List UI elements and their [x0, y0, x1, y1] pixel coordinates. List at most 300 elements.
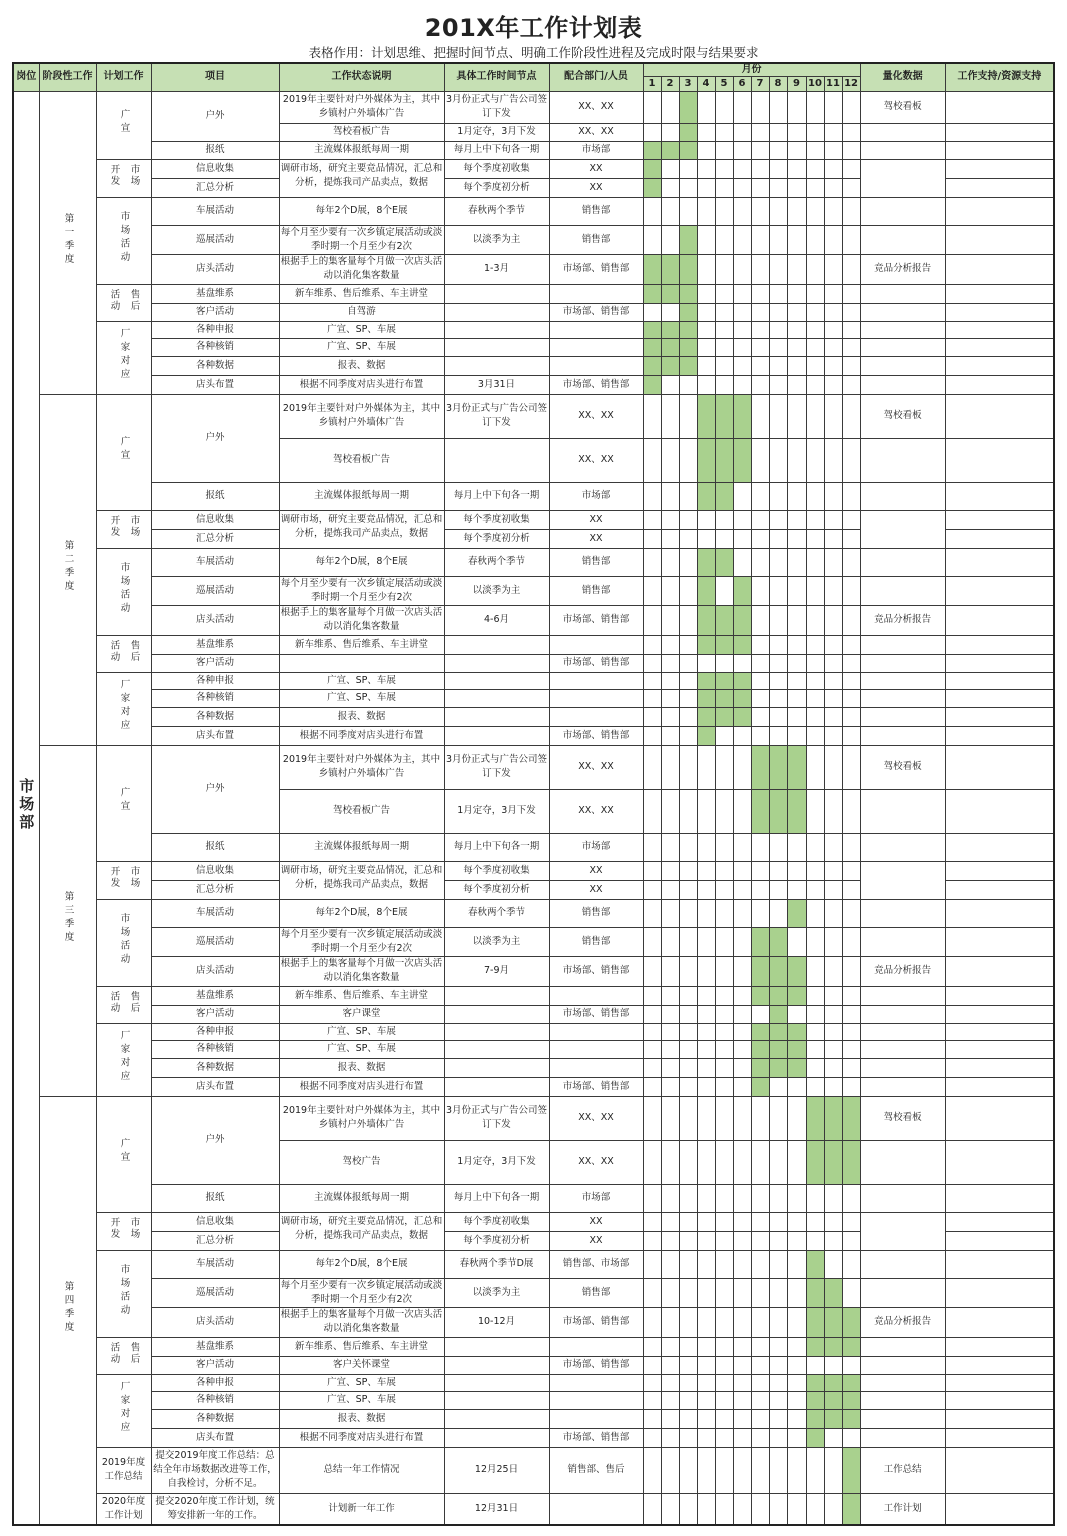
- month-cell: [643, 1231, 661, 1250]
- metric-cell: [860, 225, 945, 254]
- month-cell: [697, 833, 715, 861]
- month-cell: [643, 1058, 661, 1077]
- desc-cell: 报表、数据: [279, 356, 444, 375]
- month-cell: [769, 510, 787, 529]
- work-plan-table: [12, 62, 1055, 1526]
- month-cell: [806, 986, 824, 1005]
- month-cell: [787, 1307, 806, 1337]
- item-cell: 店头布置: [151, 375, 279, 394]
- month-cell: [751, 197, 769, 225]
- month-cell: [769, 225, 787, 254]
- plan-group-label: 广宣: [118, 109, 130, 136]
- dept-cell: [549, 689, 643, 707]
- annual-plan-cell: 2020年度工作计划: [96, 1493, 151, 1525]
- month-cell: [842, 1428, 860, 1447]
- month-cell: [842, 438, 860, 482]
- month-cell: [769, 1231, 787, 1250]
- month-cell: [643, 1250, 661, 1278]
- support-cell: [945, 1212, 1054, 1231]
- month-cell: [787, 123, 806, 141]
- month-cell: [751, 707, 769, 726]
- month-cell: [697, 91, 715, 123]
- month-cell-active: [824, 1337, 842, 1356]
- month-cell: [751, 635, 769, 654]
- month-cell: [715, 927, 733, 956]
- table-row: [13, 745, 1054, 789]
- month-cell: [697, 1077, 715, 1096]
- month-cell: [824, 745, 842, 789]
- metric-cell: [860, 141, 945, 159]
- month-cell: [697, 1231, 715, 1250]
- month-cell: [769, 197, 787, 225]
- month-cell: [751, 338, 769, 356]
- table-row: [13, 1005, 1054, 1023]
- month-cell: [751, 1374, 769, 1391]
- table-row: [13, 321, 1054, 338]
- month-cell: [751, 861, 769, 880]
- month-cell: [769, 91, 787, 123]
- month-cell: [679, 880, 697, 899]
- month-cell: [643, 1428, 661, 1447]
- month-cell: [661, 880, 679, 899]
- metric-cell: 驾校看板: [860, 745, 945, 789]
- month-cell: [842, 1184, 860, 1212]
- time-cell: [444, 1005, 549, 1023]
- dept-cell: [549, 672, 643, 689]
- month-cell: [769, 159, 787, 178]
- desc-cell: 报表、数据: [279, 1409, 444, 1428]
- month-cell: [769, 548, 787, 576]
- month-cell: [751, 689, 769, 707]
- month-cell: [806, 880, 824, 899]
- month-cell: [715, 1212, 733, 1231]
- month-cell: [806, 689, 824, 707]
- page-title: 201X年工作计划表: [424, 14, 643, 42]
- table-row: [13, 303, 1054, 321]
- metric-cell: [860, 1184, 945, 1212]
- plan-group-label: 厂家对应: [118, 679, 130, 733]
- month-cell: [806, 654, 824, 672]
- month-cell: [661, 438, 679, 482]
- month-cell: [733, 1409, 751, 1428]
- month-cell: [661, 1278, 679, 1307]
- month-cell-active: [697, 726, 715, 745]
- month-cell: [824, 338, 842, 356]
- month-cell: [661, 375, 679, 394]
- month-cell: [715, 1058, 733, 1077]
- table-row: [13, 1278, 1054, 1307]
- month-cell: [679, 375, 697, 394]
- month-cell: [824, 123, 842, 141]
- header-plan: 计划工作: [96, 63, 151, 91]
- item-cell: 户外: [151, 745, 279, 833]
- month-cell: [751, 1184, 769, 1212]
- month-cell: [751, 529, 769, 548]
- support-cell: [945, 303, 1054, 321]
- time-cell: 4-6月: [444, 605, 549, 635]
- month-cell: [769, 375, 787, 394]
- month-cell: [679, 899, 697, 927]
- annual-plan-cell: 2019年度工作总结: [96, 1447, 151, 1493]
- month-cell: [697, 338, 715, 356]
- item-cell: 各种申报: [151, 321, 279, 338]
- month-cell: [787, 254, 806, 284]
- month-cell: [751, 394, 769, 438]
- plan-group-cell: [96, 1212, 151, 1250]
- month-cell: [824, 899, 842, 927]
- month-cell: [787, 375, 806, 394]
- desc-cell: 主流媒体报纸每周一期: [279, 141, 444, 159]
- support-cell: [945, 178, 1054, 197]
- time-cell: [444, 338, 549, 356]
- month-cell: [661, 91, 679, 123]
- month-cell: [643, 789, 661, 833]
- month-cell: [842, 338, 860, 356]
- dept-cell: [549, 707, 643, 726]
- support-cell: [945, 1058, 1054, 1077]
- month-header-6: 6: [733, 76, 751, 91]
- month-cell: [715, 338, 733, 356]
- plan-group-cell: [96, 745, 151, 861]
- month-cell: [751, 1250, 769, 1278]
- metric-cell: [860, 833, 945, 861]
- month-cell: [733, 861, 751, 880]
- table-row: [13, 510, 1054, 529]
- item-cell: 车展活动: [151, 548, 279, 576]
- table-row: [13, 672, 1054, 689]
- month-cell: [661, 394, 679, 438]
- month-cell: [715, 576, 733, 605]
- metric-cell: [860, 1005, 945, 1023]
- dept-cell: XX、XX: [549, 1096, 643, 1140]
- item-cell: 户外: [151, 394, 279, 482]
- time-cell: [444, 284, 549, 303]
- month-cell-active: [661, 254, 679, 284]
- month-cell: [787, 482, 806, 510]
- month-cell: [787, 438, 806, 482]
- plan-group-label: 售后活动: [108, 288, 140, 312]
- support-cell: [945, 91, 1054, 123]
- month-cell: [769, 1140, 787, 1184]
- month-cell: [824, 1493, 842, 1525]
- month-header-11: 11: [824, 76, 842, 91]
- month-cell: [661, 178, 679, 197]
- month-cell: [769, 303, 787, 321]
- month-cell-active: [643, 284, 661, 303]
- month-cell: [751, 1447, 769, 1493]
- month-cell: [842, 833, 860, 861]
- month-cell: [715, 356, 733, 375]
- table-row: [13, 394, 1054, 438]
- dept-cell: 市场部、销售部: [549, 1428, 643, 1447]
- month-cell: [661, 1250, 679, 1278]
- month-cell: [842, 605, 860, 635]
- plan-group-label: 开发市场: [108, 515, 140, 538]
- month-cell-active: [715, 689, 733, 707]
- plan-group-cell: [96, 1250, 151, 1337]
- month-cell: [661, 197, 679, 225]
- month-cell: [661, 689, 679, 707]
- month-cell: [751, 1096, 769, 1140]
- month-cell-active: [787, 899, 806, 927]
- month-header-2: 2: [661, 76, 679, 91]
- month-cell: [643, 123, 661, 141]
- month-cell: [787, 654, 806, 672]
- desc-cell: 广宣、SP、车展: [279, 1023, 444, 1040]
- support-cell: [945, 1278, 1054, 1307]
- month-cell: [679, 1493, 697, 1525]
- item-cell: 户外: [151, 91, 279, 141]
- month-cell: [679, 789, 697, 833]
- month-cell: [806, 1493, 824, 1525]
- month-cell: [643, 672, 661, 689]
- item-cell: 基盘维系: [151, 1337, 279, 1356]
- month-cell: [824, 986, 842, 1005]
- month-cell-active: [679, 303, 697, 321]
- plan-group-cell: [96, 861, 151, 899]
- month-cell: [842, 91, 860, 123]
- month-cell: [715, 789, 733, 833]
- month-cell: [661, 833, 679, 861]
- time-cell: [444, 707, 549, 726]
- item-cell: 客户活动: [151, 1356, 279, 1374]
- month-cell: [679, 1040, 697, 1058]
- month-cell-active: [679, 254, 697, 284]
- item-cell: 基盘维系: [151, 635, 279, 654]
- metric-cell: [860, 1250, 945, 1278]
- month-cell: [679, 689, 697, 707]
- item-cell: 各种核销: [151, 1040, 279, 1058]
- month-cell: [824, 861, 842, 880]
- month-cell: [679, 1278, 697, 1307]
- month-cell: [751, 1409, 769, 1428]
- plan-group-cell: [96, 159, 151, 197]
- month-cell: [769, 1184, 787, 1212]
- desc-cell: 根据不同季度对店头进行布置: [279, 726, 444, 745]
- month-cell: [806, 956, 824, 986]
- month-cell: [733, 1493, 751, 1525]
- month-cell: [806, 899, 824, 927]
- month-cell-active: [697, 576, 715, 605]
- support-cell: [945, 986, 1054, 1005]
- month-cell: [733, 833, 751, 861]
- month-cell: [806, 141, 824, 159]
- month-cell: [824, 482, 842, 510]
- month-cell-active: [643, 178, 661, 197]
- month-cell: [697, 861, 715, 880]
- plan-group-cell: [96, 899, 151, 986]
- month-cell: [643, 1140, 661, 1184]
- month-cell: [806, 1231, 824, 1250]
- time-cell: 以淡季为主: [444, 927, 549, 956]
- time-cell: [444, 1040, 549, 1058]
- desc-cell: 广宣、SP、车展: [279, 672, 444, 689]
- month-cell: [733, 225, 751, 254]
- month-cell: [733, 1356, 751, 1374]
- desc-cell: 报表、数据: [279, 1058, 444, 1077]
- plan-group-cell: [96, 635, 151, 672]
- support-cell: [945, 1337, 1054, 1356]
- month-cell: [769, 438, 787, 482]
- dept-cell: XX、XX: [549, 438, 643, 482]
- month-cell: [751, 438, 769, 482]
- plan-group-label: 市场活动: [118, 211, 130, 265]
- dept-cell: 销售部、市场部: [549, 1250, 643, 1278]
- month-cell: [733, 303, 751, 321]
- table-row: [13, 1184, 1054, 1212]
- dept-cell: 市场部、销售部: [549, 375, 643, 394]
- month-cell: [824, 510, 842, 529]
- month-cell: [643, 303, 661, 321]
- month-cell: [661, 1428, 679, 1447]
- month-cell: [806, 726, 824, 745]
- metric-cell: [860, 159, 945, 197]
- month-cell-active: [769, 927, 787, 956]
- time-cell: [444, 1337, 549, 1356]
- month-cell: [824, 159, 842, 178]
- month-cell-active: [842, 1307, 860, 1337]
- month-cell: [661, 1058, 679, 1077]
- month-cell: [751, 1005, 769, 1023]
- month-cell-active: [806, 1096, 824, 1140]
- plan-group-cell: [96, 672, 151, 745]
- month-cell: [697, 1337, 715, 1356]
- month-cell: [769, 689, 787, 707]
- month-cell: [806, 159, 824, 178]
- item-cell: 报纸: [151, 833, 279, 861]
- month-cell: [661, 1391, 679, 1409]
- dept-cell: 市场部、销售部: [549, 1005, 643, 1023]
- desc-cell: 主流媒体报纸每周一期: [279, 482, 444, 510]
- support-cell: [945, 707, 1054, 726]
- month-cell: [824, 789, 842, 833]
- support-cell: [945, 654, 1054, 672]
- month-cell-active: [769, 1040, 787, 1058]
- support-cell: [945, 789, 1054, 833]
- month-cell: [824, 1005, 842, 1023]
- desc-cell: 每年2个D展，8个E展: [279, 1250, 444, 1278]
- table-row: [13, 1212, 1054, 1231]
- month-cell: [787, 726, 806, 745]
- month-cell: [806, 375, 824, 394]
- desc-cell: 每个月至少要有一次乡镇定展活动或淡季时期一个月至少有2次: [279, 225, 444, 254]
- time-cell: 以淡季为主: [444, 576, 549, 605]
- month-cell-active: [842, 1096, 860, 1140]
- plan-group-label: 厂家对应: [118, 328, 130, 382]
- month-cell: [661, 672, 679, 689]
- month-cell: [787, 1140, 806, 1184]
- metric-cell: 竞品分析报告: [860, 1307, 945, 1337]
- month-cell: [806, 548, 824, 576]
- month-cell: [715, 1391, 733, 1409]
- month-cell: [733, 197, 751, 225]
- item-cell: 店头活动: [151, 956, 279, 986]
- month-cell: [733, 159, 751, 178]
- support-cell: [945, 254, 1054, 284]
- month-cell: [787, 1077, 806, 1096]
- month-cell: [806, 789, 824, 833]
- month-cell: [643, 438, 661, 482]
- month-cell: [643, 1040, 661, 1058]
- month-cell: [842, 321, 860, 338]
- item-cell: 报纸: [151, 482, 279, 510]
- table-row: [13, 91, 1054, 123]
- month-cell: [679, 1096, 697, 1140]
- month-cell: [751, 880, 769, 899]
- month-cell: [824, 254, 842, 284]
- month-cell: [824, 1184, 842, 1212]
- month-cell-active: [661, 338, 679, 356]
- plan-group-label: 厂家对应: [118, 1381, 130, 1435]
- month-cell: [679, 1184, 697, 1212]
- month-cell: [787, 1409, 806, 1428]
- month-cell: [751, 1391, 769, 1409]
- plan-group-cell: [96, 394, 151, 510]
- month-cell: [787, 927, 806, 956]
- month-cell: [842, 689, 860, 707]
- month-cell: [661, 1409, 679, 1428]
- metric-cell: [860, 899, 945, 927]
- metric-cell: [860, 1428, 945, 1447]
- time-cell: 3月份正式与广告公司签订下发: [444, 91, 549, 123]
- month-cell: [842, 635, 860, 654]
- month-cell: [679, 548, 697, 576]
- month-cell-active: [661, 356, 679, 375]
- month-cell: [643, 1096, 661, 1140]
- month-cell: [806, 833, 824, 861]
- item-cell: 各种核销: [151, 1391, 279, 1409]
- time-cell: 每个季度初分析: [444, 178, 549, 197]
- dept-cell: [549, 284, 643, 303]
- month-cell: [824, 1040, 842, 1058]
- plan-group-cell: [96, 1096, 151, 1212]
- month-cell: [751, 576, 769, 605]
- time-cell: [444, 438, 549, 482]
- month-cell: [787, 880, 806, 899]
- month-cell: [643, 482, 661, 510]
- time-cell: 10-12月: [444, 1307, 549, 1337]
- month-cell: [715, 91, 733, 123]
- month-cell-active: [679, 123, 697, 141]
- month-header-10: 10: [806, 76, 824, 91]
- month-cell: [643, 726, 661, 745]
- month-cell: [697, 927, 715, 956]
- month-cell: [751, 375, 769, 394]
- month-cell-active: [769, 956, 787, 986]
- month-cell: [824, 303, 842, 321]
- item-cell: 店头布置: [151, 726, 279, 745]
- month-header-4: 4: [697, 76, 715, 91]
- month-cell: [715, 1023, 733, 1040]
- plan-group-label: 开发市场: [108, 1217, 140, 1240]
- month-cell: [643, 1356, 661, 1374]
- month-cell: [787, 303, 806, 321]
- item-cell: 信息收集: [151, 510, 279, 529]
- support-cell: [945, 745, 1054, 789]
- month-cell: [679, 529, 697, 548]
- dept-cell: XX、XX: [549, 1140, 643, 1184]
- item-cell: 巡展活动: [151, 225, 279, 254]
- month-cell: [751, 254, 769, 284]
- dept-cell: [549, 1374, 643, 1391]
- month-cell: [679, 1023, 697, 1040]
- month-cell: [697, 1278, 715, 1307]
- dept-cell: [549, 1023, 643, 1040]
- month-cell: [679, 745, 697, 789]
- table-row: [13, 899, 1054, 927]
- month-cell: [679, 672, 697, 689]
- time-cell: [444, 1409, 549, 1428]
